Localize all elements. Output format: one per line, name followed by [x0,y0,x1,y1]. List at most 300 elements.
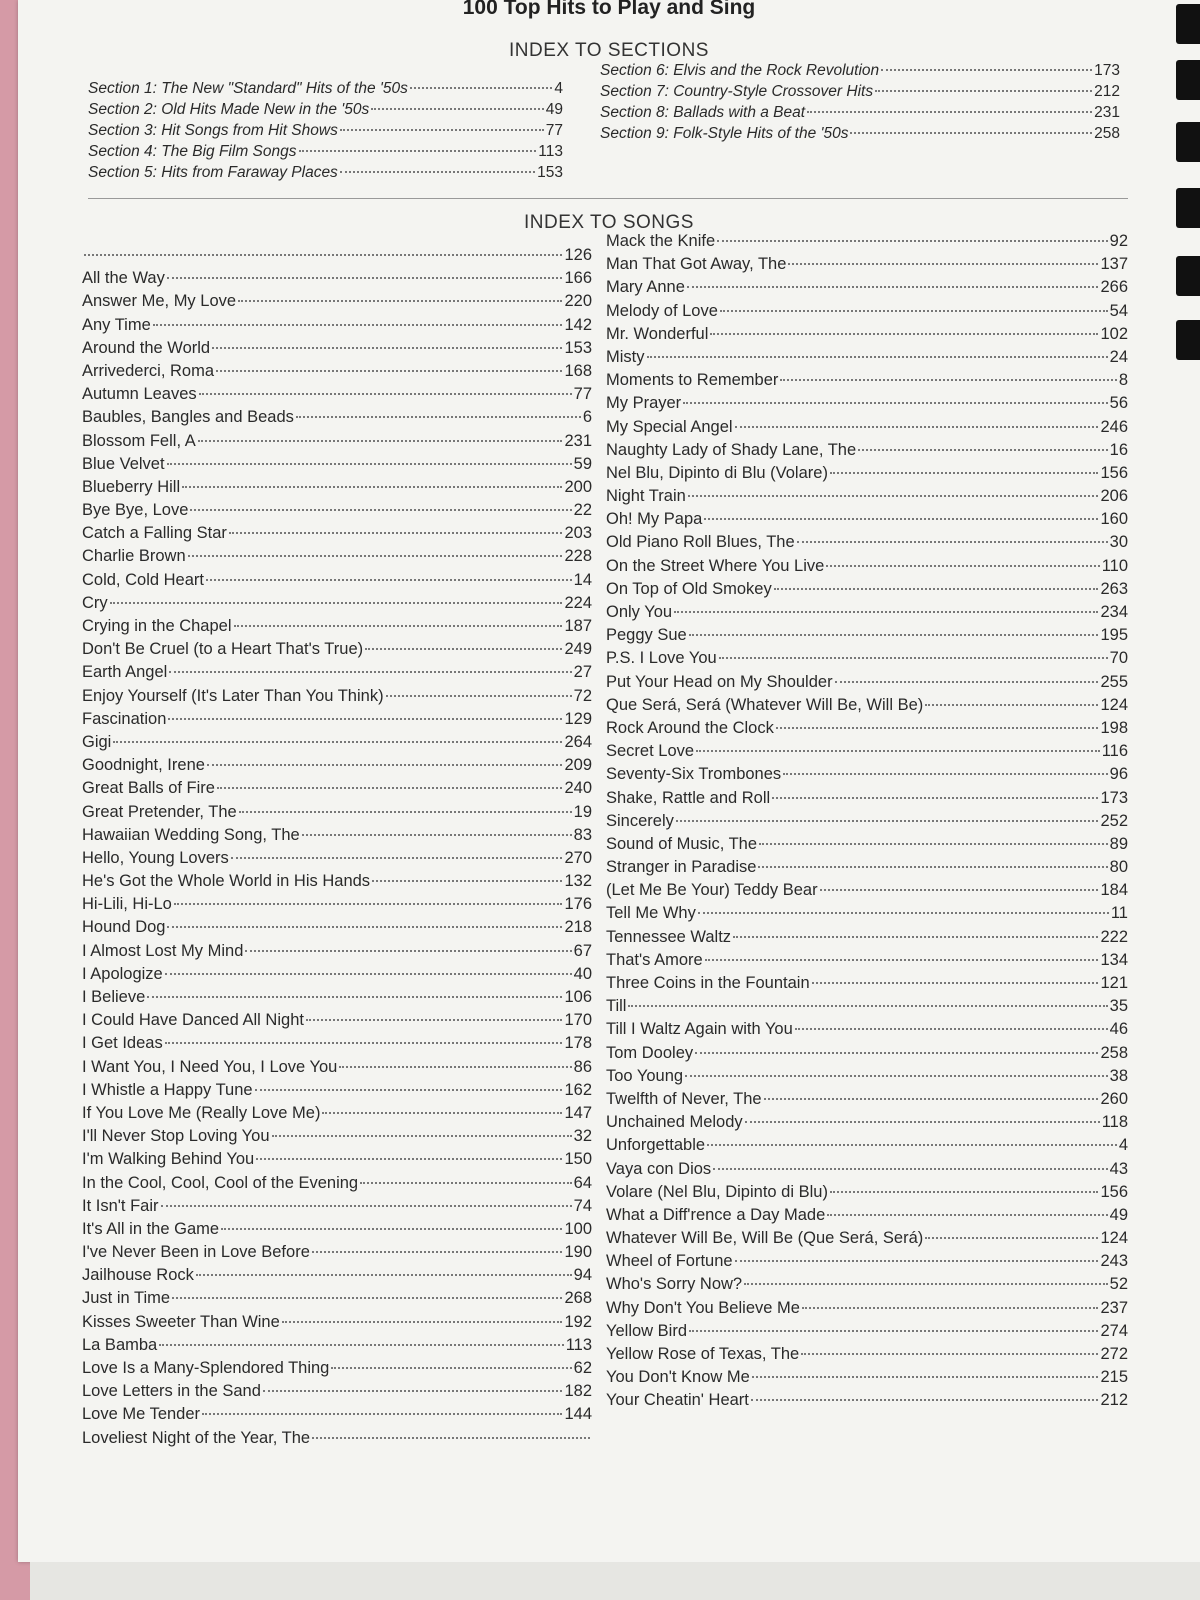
dot-leader [674,611,1098,613]
dot-leader [925,704,1098,706]
song-entry-title: Seventy-Six Trombones [606,765,782,784]
song-entry-page: 231 [564,431,592,450]
song-entry-title: Charlie Brown [82,547,186,566]
song-entry-page: 113 [565,1335,592,1354]
song-entry [606,1113,1128,1136]
section-entry-title: Section 8: Ballads with a Beat [600,104,806,121]
song-entry-page: 176 [564,895,592,914]
song-entry-page: 24 [1109,347,1128,366]
song-entry-title: What a Diff'rence a Day Made [606,1205,826,1224]
song-entry-page: 27 [573,663,592,682]
song-entry-page: 11 [1110,904,1128,923]
dot-leader [758,866,1107,868]
song-entry [82,1197,592,1220]
dot-leader [772,797,1098,799]
song-entry [82,339,592,362]
dot-leader [795,1028,1108,1030]
dot-leader [282,1321,563,1323]
song-entry [82,733,592,756]
dot-leader [835,681,1099,683]
song-entry [82,617,592,640]
song-entry-title: Sound of Music, The [606,834,758,853]
song-entry-page: 220 [564,292,592,311]
section-entry-title: Section 3: Hit Songs from Hit Shows [88,122,338,139]
song-entry-title: Shake, Rattle and Roll [606,788,771,807]
binder-tab [1176,320,1200,360]
binder-tab [1176,4,1200,44]
song-entry-page: 268 [564,1289,592,1308]
section-entry [600,62,1120,83]
song-entry-page: 59 [573,454,592,473]
section-entry-title: Section 6: Elvis and the Rock Revolution [600,62,880,79]
dot-leader [312,1251,563,1253]
song-entry-title: Moments to Remember [606,371,779,390]
song-entry [82,895,592,918]
song-entry-page: 43 [1109,1159,1128,1178]
dot-leader [239,811,572,813]
song-entry-page: 96 [1109,765,1128,784]
dot-leader [751,1399,1099,1401]
song-entry-title: On Top of Old Smokey [606,579,772,598]
dot-leader [231,857,563,859]
dot-leader [245,950,571,952]
song-entry-page: 170 [564,1011,592,1030]
song-entry [606,1299,1128,1322]
song-entry [606,1275,1128,1298]
song-entry [606,1252,1128,1275]
song-entry-page: 195 [1100,626,1128,645]
binder-tab [1176,60,1200,100]
song-entry-title: La Bamba [82,1335,158,1354]
song-entry-page: 166 [564,269,592,288]
song-entry-page: 100 [564,1219,592,1238]
dot-leader [174,903,563,905]
dot-leader [255,1089,563,1091]
song-entry-page: 72 [573,686,592,705]
dot-leader [717,240,1108,242]
dot-leader [110,602,563,604]
song-entry-title: Answer Me, My Love [82,292,237,311]
song-entry-page: 182 [564,1382,592,1401]
song-entry [82,1289,592,1312]
dot-leader [340,129,544,131]
song-entry-title: Hawaiian Wedding Song, The [82,825,300,844]
song-entry [82,1081,592,1104]
song-entry [82,1266,592,1289]
dot-leader [802,1307,1099,1309]
song-entry-page: 153 [564,338,592,357]
song-entry [606,464,1128,487]
song-entry [606,1368,1128,1391]
song-entry-title: Arrivederci, Roma [82,361,215,380]
song-entry-title: Vaya con Dios [606,1159,712,1178]
dot-leader [371,108,544,110]
song-entry-page: 224 [564,593,592,612]
song-entry [82,594,592,617]
dot-leader [705,959,1099,961]
song-entry [82,640,592,663]
song-entry [82,455,592,478]
song-entry [606,881,1128,904]
dot-leader [710,333,1098,335]
song-entry-title: I've Never Been in Love Before [82,1243,310,1262]
song-entry-page: 35 [1109,997,1128,1016]
song-entry [82,385,592,408]
song-entry [606,1206,1128,1229]
book-page [18,0,1200,1562]
song-entry [82,710,592,733]
song-entry-page: 14 [573,570,592,589]
song-entry [606,533,1128,556]
dot-leader [198,440,563,442]
song-entry-title: Tennessee Waltz [606,927,732,946]
song-entry-page: 203 [564,524,592,543]
song-entry-title: Volare (Nel Blu, Dipinto di Blu) [606,1182,828,1201]
song-entry-title: Loveliest Night of the Year, The [82,1428,311,1447]
dot-leader [764,1098,1099,1100]
section-entry-title: Section 5: Hits from Faraway Places [88,164,338,181]
song-entry [82,1034,592,1057]
song-entry-page: 206 [1100,487,1128,506]
song-entry-title: Till [606,997,627,1016]
song-entry-title: (Let Me Be Your) Teddy Bear [606,881,818,900]
dot-leader [386,695,572,697]
section-entry [600,83,1120,104]
song-entry-title: Crying in the Chapel [82,617,232,635]
dot-leader [199,393,572,395]
song-entry-page: 246 [1100,417,1128,436]
binder-tab [1176,188,1200,228]
song-entry [82,803,592,826]
song-entry-title: Whatever Will Be, Will Be (Que Será, Será) [606,1229,924,1248]
song-entry-page: 258 [1100,1043,1128,1062]
song-entry-title: Misty [606,347,645,366]
song-entry [606,812,1128,835]
song-entry-title: It Isn't Fair [82,1196,159,1215]
song-entry-page: 234 [1100,603,1128,621]
dot-leader [229,532,563,534]
dot-leader [312,1437,590,1439]
song-entry-page: 173 [1100,788,1128,807]
song-entry-title: I Almost Lost My Mind [82,941,244,960]
dot-leader [188,555,563,557]
section-entry-page: 77 [545,122,563,139]
song-entry-page: 134 [1100,950,1128,969]
song-entry [606,1229,1128,1252]
dot-leader [299,150,537,152]
dot-leader [153,324,563,326]
song-entry-title: Man That Got Away, The [606,255,787,274]
dot-leader [744,1283,1108,1285]
song-entry-page: 74 [573,1196,592,1215]
song-entry-page: 126 [564,246,592,264]
dot-leader [147,996,562,998]
song-entry [82,1429,592,1452]
song-entry-title: Only You [606,603,673,621]
dot-leader [830,1191,1099,1193]
song-entry-page: 132 [564,872,592,891]
section-entry-title: Section 7: Country-Style Crossover Hits [600,83,874,100]
song-entry-page: 150 [564,1150,592,1169]
song-entry-title: He's Got the Whole World in His Hands [82,872,371,891]
dot-leader [165,973,572,975]
song-entry-title: Cold, Cold Heart [82,570,204,589]
song-entry-title: Melody of Love [606,301,718,320]
dot-leader [759,843,1108,845]
song-entry-page: 264 [564,732,592,751]
song-entry-title: Gigi [82,732,112,751]
dot-leader [689,1330,1098,1332]
song-entry [82,918,592,941]
song-entry-title: Old Piano Roll Blues, The [606,533,795,552]
song-entry [82,1174,592,1197]
song-entry-page: 46 [1109,1020,1128,1039]
song-entry [82,756,592,779]
song-entry [606,789,1128,812]
song-entry [82,1104,592,1127]
song-entry [606,997,1128,1020]
dot-leader [339,1066,571,1068]
dot-leader [263,1390,563,1392]
dot-leader [704,518,1098,520]
song-entry-title: Peggy Sue [606,626,687,645]
song-entry-page: 80 [1109,858,1128,877]
song-entry-page: 102 [1100,324,1128,343]
song-entry [606,1067,1128,1090]
song-entry-page: 272 [1100,1345,1128,1363]
song-entry [82,501,592,524]
song-entry [606,951,1128,974]
dot-leader [780,379,1116,381]
dot-leader [202,1413,562,1415]
song-entry-title: Tom Dooley [606,1043,694,1062]
section-entry-page: 258 [1094,125,1120,142]
song-entry-page: 266 [1100,278,1128,297]
section-entry-title: Section 2: Old Hits Made New in the '50s [88,101,370,118]
song-entry [82,849,592,872]
song-entry-title: Rock Around the Clock [606,718,774,737]
song-entry-title: If You Love Me (Really Love Me) [82,1103,321,1122]
song-entry-title: Hi-Lili, Hi-Lo [82,895,172,914]
section-entry [600,104,1120,125]
dot-leader [216,370,562,372]
song-entry [606,255,1128,278]
dot-leader [167,277,563,279]
song-entry-title: Autumn Leaves [82,385,197,404]
dot-leader [850,132,1092,134]
song-entry-page: 38 [1109,1066,1128,1085]
song-entry-page: 198 [1100,718,1128,737]
song-entry-page: 137 [1100,255,1128,274]
dot-leader [788,263,1098,265]
dot-leader [296,416,581,418]
songs-index-title: INDEX TO SONGS [524,212,694,233]
song-entry [606,904,1128,927]
dot-leader [360,1182,572,1184]
song-entry-title: Unforgettable [606,1136,706,1155]
song-entry-title: Blue Velvet [82,454,165,473]
song-entry [82,1243,592,1266]
song-entry-page: 200 [564,477,592,496]
song-entry-page: 162 [564,1080,592,1099]
song-entry-page: 62 [573,1359,592,1377]
dot-leader [719,657,1108,659]
song-entry-title: I'll Never Stop Loving You [82,1127,270,1146]
dot-leader [774,588,1099,590]
song-entry [82,779,592,802]
song-entry-page: 240 [564,779,592,798]
song-entry-title: Enjoy Yourself (It's Later Than You Think) [82,686,384,705]
song-entry [606,302,1128,325]
song-entry [82,965,592,988]
song-entry-title: Mary Anne [606,278,685,297]
dot-leader [713,1168,1107,1170]
song-entry [606,557,1128,580]
song-entry [606,974,1128,997]
song-entry-title: Fascination [82,709,167,728]
song-entry [606,371,1128,394]
song-entry [606,510,1128,533]
song-entry-title: Night Train [606,487,686,506]
dot-leader [113,741,562,743]
song-entry [82,988,592,1011]
song-entry-page: 184 [1100,881,1128,900]
song-entry-title: Baubles, Bangles and Beads [82,408,294,427]
song-entry-title: I Get Ideas [82,1034,163,1053]
song-entry-page: 270 [564,848,592,867]
song-entry [606,626,1128,649]
dot-leader [797,541,1108,543]
song-entry [82,1058,592,1081]
song-entry-title: Que Será, Será (Whatever Will Be, Will Be) [606,695,924,714]
song-entry-title: Your Cheatin' Heart [606,1391,749,1410]
song-entry-title: Great Balls of Fire [82,779,215,798]
dot-leader [161,1205,572,1207]
song-entry [606,1160,1128,1183]
section-divider [88,198,1128,199]
song-entry [606,1136,1128,1159]
song-entry-title: Hello, Young Lovers [82,848,229,867]
song-entry-title: On the Street Where You Live [606,556,825,575]
song-entry [82,571,592,594]
dot-leader [858,449,1108,451]
song-entry-page: 190 [564,1243,592,1262]
dot-leader [735,1260,1099,1262]
song-entry-page: 30 [1109,533,1128,552]
song-entry-title: Till I Waltz Again with You [606,1020,793,1039]
song-entry [82,362,592,385]
song-entry-title: Wheel of Fortune [606,1252,733,1271]
song-entry-page: 92 [1109,232,1128,250]
song-entry-title: Yellow Rose of Texas, The [606,1345,800,1363]
song-entry-page: 56 [1109,394,1128,413]
dot-leader [234,625,563,627]
song-entry-page: 8 [1118,371,1128,390]
song-entry [82,269,592,292]
song-entry-title: Jailhouse Rock [82,1266,194,1285]
song-entry-page: 106 [564,988,592,1006]
song-entry [82,1150,592,1173]
song-entry-title: Mack the Knife [606,232,716,250]
section-entry-page: 153 [537,164,563,181]
song-entry-page: 83 [573,825,592,844]
song-entry [82,292,592,315]
dot-leader [365,648,562,650]
song-entry [82,663,592,686]
song-entry-title: I Apologize [82,964,163,983]
song-entry [606,394,1128,417]
song-entry-page: 156 [1100,1182,1128,1201]
song-entry-title: I Want You, I Need You, I Love You [82,1057,338,1076]
song-entry [606,1391,1128,1414]
song-entry-page: 89 [1109,834,1128,853]
song-entry-title: Twelfth of Never, The [606,1089,762,1108]
song-entry-page: 121 [1100,974,1128,992]
page-edge [30,1562,1200,1600]
song-entry-page: 249 [564,640,592,659]
dot-leader [410,87,553,89]
book-subtitle: 100 Top Hits to Play and Sing [462,0,756,19]
dot-leader [306,1019,563,1021]
dot-leader [676,820,1099,822]
song-entry-page: 215 [1100,1368,1128,1387]
song-entry-title: Catch a Falling Star [82,524,227,543]
song-entry [82,1405,592,1428]
song-entry-page: 178 [564,1034,592,1053]
song-entry [606,441,1128,464]
song-entry [606,232,1128,255]
song-entry-page: 22 [573,501,592,520]
section-entry [600,125,1120,146]
song-entry [606,1020,1128,1043]
dot-leader [801,1353,1098,1355]
song-entry-page: 260 [1100,1089,1128,1108]
song-entry [82,316,592,339]
song-entry-page: 129 [564,709,592,728]
song-entry-title: Stranger in Paradise [606,858,757,877]
song-entry-title: My Prayer [606,394,682,413]
section-entry [88,122,563,143]
song-entry-title: Kisses Sweeter Than Wine [82,1312,280,1331]
song-entry-title: All the Way [82,269,165,288]
song-entry-title: Mr. Wonderful [606,324,709,343]
song-entry-title: P.S. I Love You [606,649,717,668]
song-entry-page: 6 [582,408,592,427]
song-entry-title: You Don't Know Me [606,1368,750,1387]
dot-leader [217,787,563,789]
song-entry [606,348,1128,371]
song-entry-page: 124 [1100,1229,1128,1248]
dot-leader [190,509,571,511]
dot-leader [206,579,572,581]
dot-leader [783,773,1107,775]
section-entry-page: 4 [554,80,563,97]
song-entry-title: Hound Dog [82,918,166,937]
song-entry-title: I Whistle a Happy Tune [82,1080,253,1099]
dot-leader [182,486,562,488]
dot-leader [212,347,562,349]
dot-leader [331,1367,571,1369]
song-entry-page: 86 [573,1057,592,1076]
section-entry-page: 49 [545,101,563,118]
dot-leader [689,634,1099,636]
dot-leader [707,1144,1117,1146]
song-entry-title: Naughty Lady of Shady Lane, The [606,440,857,459]
song-entry-page: 209 [564,756,592,775]
song-entry-title: That's Amore [606,950,703,969]
song-entry-page: 218 [564,918,592,937]
section-entry-page: 212 [1094,83,1120,100]
